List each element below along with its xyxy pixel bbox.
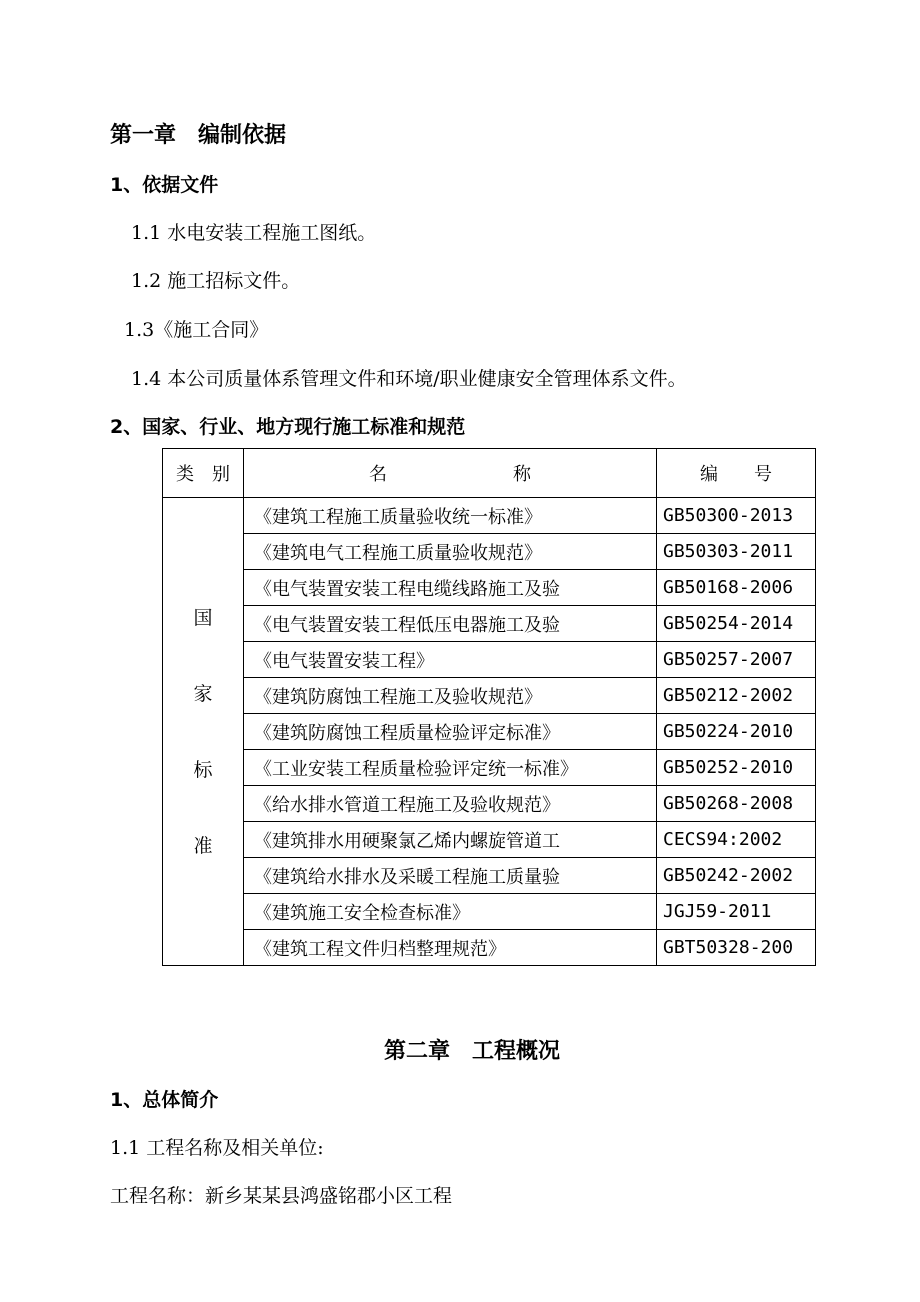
category-char: 标 bbox=[193, 758, 213, 781]
standard-code: GB50254-2014 bbox=[657, 606, 816, 642]
table-row bbox=[163, 534, 816, 570]
table-row bbox=[163, 786, 816, 822]
category-char: 家 bbox=[193, 682, 213, 705]
standard-name: 《建筑工程施工质量验收统一标准》 bbox=[244, 498, 657, 534]
category-cell bbox=[163, 498, 244, 966]
table-row bbox=[163, 858, 816, 894]
table-row bbox=[163, 570, 816, 606]
standard-code: GB50224-2010 bbox=[657, 714, 816, 750]
header-code: 编 号 bbox=[657, 449, 816, 498]
table-row bbox=[163, 894, 816, 930]
basis-item-3: 1.3《施工合同》 bbox=[124, 319, 269, 341]
table-row bbox=[163, 642, 816, 678]
table-row bbox=[163, 750, 816, 786]
standard-name: 《电气装置安装工程》 bbox=[244, 642, 657, 678]
standard-code: GB50242-2002 bbox=[657, 858, 816, 894]
standard-code: GB50252-2010 bbox=[657, 750, 816, 786]
section1-heading: 1、依据文件 bbox=[110, 174, 219, 196]
basis-item-1: 1.1 水电安装工程施工图纸。 bbox=[131, 222, 377, 244]
standard-code: CECS94:2002 bbox=[657, 822, 816, 858]
category-char: 国 bbox=[193, 606, 213, 629]
standard-code: GB50212-2002 bbox=[657, 678, 816, 714]
standard-name: 《工业安装工程质量检验评定统一标准》 bbox=[244, 750, 657, 786]
standard-name: 《电气装置安装工程电缆线路施工及验 bbox=[244, 570, 657, 606]
section2-heading: 2、国家、行业、地方现行施工标准和规范 bbox=[110, 416, 466, 438]
standards-table bbox=[162, 448, 816, 966]
project-units-subheading: 1.1 工程名称及相关单位: bbox=[110, 1137, 324, 1159]
table-row bbox=[163, 822, 816, 858]
standard-code: GB50300-2013 bbox=[657, 498, 816, 534]
standard-code: GBT50328-200 bbox=[657, 930, 816, 966]
standard-code: GB50257-2007 bbox=[657, 642, 816, 678]
table-row bbox=[163, 498, 816, 534]
chapter2-title: 第二章 工程概况 bbox=[384, 1039, 561, 1064]
chapter2-section1-heading: 1、总体简介 bbox=[110, 1089, 219, 1111]
standard-name: 《建筑防腐蚀工程施工及验收规范》 bbox=[244, 678, 657, 714]
project-name-line: 工程名称：新乡某某县鸿盛铭郡小区工程 bbox=[110, 1185, 453, 1207]
standard-code: JGJ59-2011 bbox=[657, 894, 816, 930]
category-char: 准 bbox=[193, 834, 213, 857]
standard-code: GB50268-2008 bbox=[657, 786, 816, 822]
standard-name: 《建筑给水排水及采暖工程施工质量验 bbox=[244, 858, 657, 894]
header-category: 类 别 bbox=[163, 449, 244, 498]
table-row bbox=[163, 678, 816, 714]
table-header-row bbox=[163, 449, 816, 498]
basis-item-2: 1.2 施工招标文件。 bbox=[131, 270, 301, 292]
header-name: 名 称 bbox=[244, 449, 657, 498]
table-row bbox=[163, 606, 816, 642]
table-row bbox=[163, 930, 816, 966]
chapter1-title: 第一章 编制依据 bbox=[110, 123, 287, 148]
standard-name: 《建筑工程文件归档整理规范》 bbox=[244, 930, 657, 966]
standard-name: 《建筑防腐蚀工程质量检验评定标准》 bbox=[244, 714, 657, 750]
standard-name: 《建筑电气工程施工质量验收规范》 bbox=[244, 534, 657, 570]
table-row bbox=[163, 714, 816, 750]
standard-name: 《建筑施工安全检查标准》 bbox=[244, 894, 657, 930]
standard-name: 《建筑排水用硬聚氯乙烯内螺旋管道工 bbox=[244, 822, 657, 858]
standard-name: 《给水排水管道工程施工及验收规范》 bbox=[244, 786, 657, 822]
standard-name: 《电气装置安装工程低压电器施工及验 bbox=[244, 606, 657, 642]
basis-item-4: 1.4 本公司质量体系管理文件和环境/职业健康安全管理体系文件。 bbox=[131, 368, 687, 390]
standard-code: GB50168-2006 bbox=[657, 570, 816, 606]
standard-code: GB50303-2011 bbox=[657, 534, 816, 570]
